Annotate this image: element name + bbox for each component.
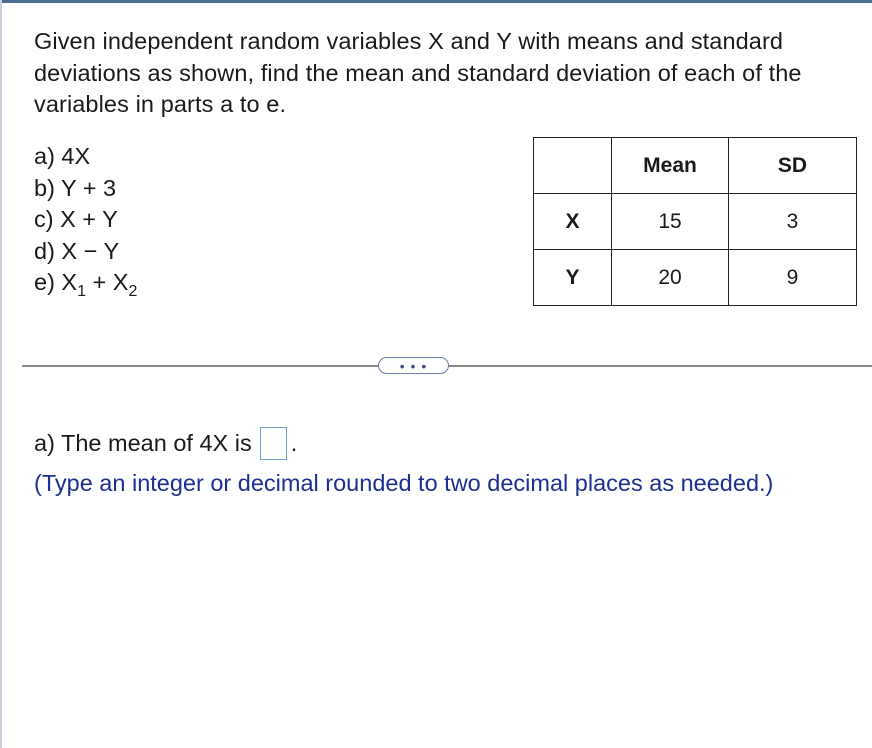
part-e-subscript-2: 2 xyxy=(128,283,138,300)
answer-suffix: . xyxy=(290,429,298,456)
stats-table xyxy=(533,137,857,306)
answer-input[interactable] xyxy=(260,427,287,460)
row-label-y: Y xyxy=(534,250,612,306)
part-e-label: e) X xyxy=(34,269,78,295)
part-a: a) 4X xyxy=(34,143,91,169)
sd-x: 3 xyxy=(729,194,857,250)
top-border xyxy=(0,0,872,3)
table-row xyxy=(534,250,857,306)
more-button[interactable]: • • • xyxy=(378,357,449,374)
table-header-sd: SD xyxy=(729,138,857,194)
part-c: c) X + Y xyxy=(34,206,118,232)
table-header-blank xyxy=(534,138,612,194)
sd-y: 9 xyxy=(729,250,857,306)
table-header-row xyxy=(534,138,857,194)
row-label-x: X xyxy=(534,194,612,250)
part-b: b) Y + 3 xyxy=(34,174,117,201)
part-e-subscript-1: 1 xyxy=(77,283,87,300)
instruction-text: (Type an integer or decimal rounded to two decimal places as needed.) xyxy=(34,470,774,496)
part-e xyxy=(34,267,137,299)
answer-line xyxy=(34,427,297,460)
mean-x: 15 xyxy=(612,194,729,250)
parts-list xyxy=(34,141,137,299)
part-e-plus: + X xyxy=(86,269,129,295)
table-header-mean: Mean xyxy=(612,138,729,194)
table-row xyxy=(534,194,857,250)
question-text: Given independent random variables X and Y with means and standard deviations as shown, find the mean and standard deviation of each of the variables in parts a to e. xyxy=(34,28,802,117)
left-border xyxy=(0,0,2,748)
part-d: d) X − Y xyxy=(34,237,120,264)
mean-y: 20 xyxy=(612,250,729,306)
answer-prefix: a) The mean of 4X is xyxy=(34,429,252,456)
